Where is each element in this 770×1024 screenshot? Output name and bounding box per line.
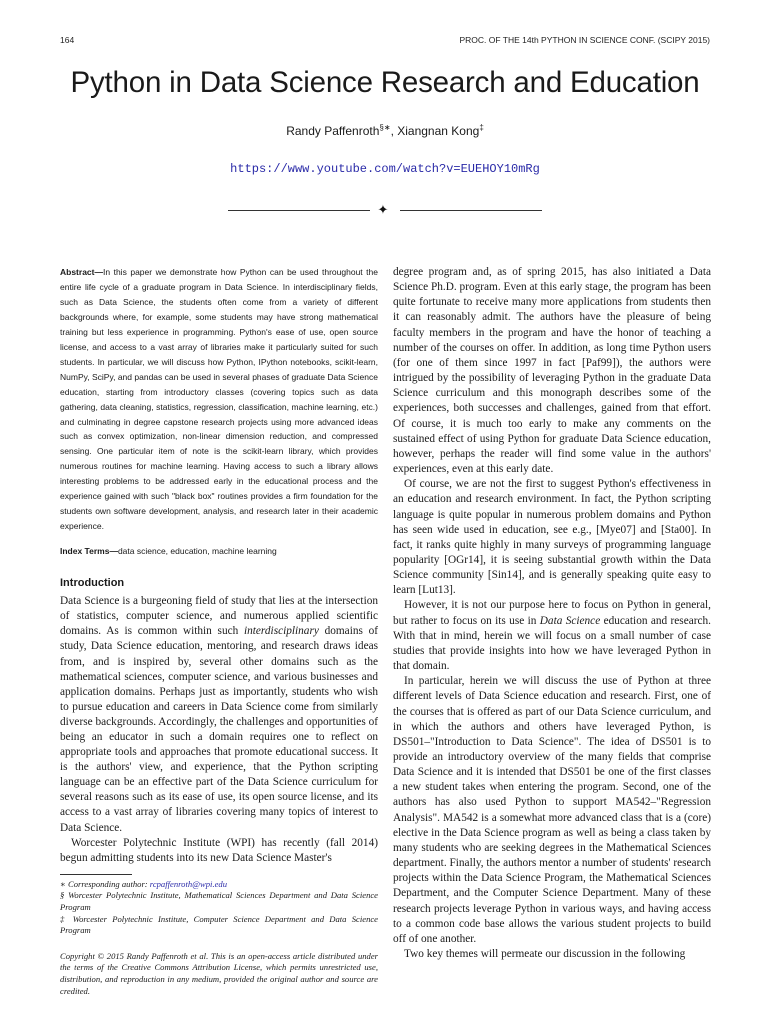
footnotes: [60, 879, 378, 937]
footnote-affiliation: ‡ Worcester Polytechnic Institute, Computer Science Department and Data Science Program: [60, 913, 378, 936]
paragraph: Of course, we are not the first to suggest Python's effectiveness in an education and research environment. In fact, the Python scripting language is quite popular in numerous problem domains and Python has seen wide used in education, see e.g., [Mye07] and [Sta00]. In fact, it ranks quite highly in many surveys of programming language popularity [OGr14], it is seeing substantial growth within the Data Science community [Sin14], and is generally speaking quite easy to learn [Lut13].: [393, 478, 711, 597]
author-affiliation-mark: ‡: [479, 123, 484, 132]
page-number: 164: [60, 35, 75, 45]
introduction-body: [60, 594, 378, 866]
footnote-rule: [60, 874, 132, 875]
paper-title: Python in Data Science Research and Education: [70, 66, 700, 99]
running-header: [60, 35, 710, 49]
footnote-label: ∗ Corresponding author:: [60, 878, 150, 889]
abstract-text: In this paper we demonstrate how Python can be used throughout the entire life cycle of a graduate program in Data Science. In interdisciplinary fields, such as Data Science, the students often come from a variety of different backgrounds where, for example, some students may have strong mathematical training but less experience in programming. Python's ease of use, open source license, and access to a vast array of libraries make it particularly suited for such students. In particular, we will discuss how Python, IPython notebooks, scikit-learn, NumPy, SciPy, and pandas can be used in several phases of graduate Data Science education, starting from introductory classes (covering topics such as data gathering, data cleaning, statistics, regression, classification, machine learning, etc.) and culminating in degree capstone research projects using more advanced ideas such as convex optimization, non-linear dimension reduction, and compressed sensing. One particular item of note is the scikit-learn library, which provides numerous routines for machine learning. Having access to such a library allows interesting problems to be addressed early in the educational process and the experience gained with such "black box" routines provides a firm foundation for the students own software development, analysis, and research later in their academic experience.: [60, 267, 378, 532]
paragraph-text: However, it is not our purpose here to focus on Python in general, but rather to focus on its use in: [393, 599, 711, 627]
emphasis-text: interdisciplinary: [243, 625, 319, 638]
author-email-link[interactable]: rcpaffenroth@wpi.edu: [149, 878, 228, 889]
paragraph: [60, 594, 378, 836]
paragraph-text: education and research. With that in mind, herein we will focus on a small number of case studies that provide insights into how we have leveraged Python in that domain.: [393, 614, 711, 673]
conference-name: PROC. OF THE 14th PYTHON IN SCIENCE CONF. (SCIPY 2015): [459, 35, 710, 45]
abstract: [60, 265, 378, 534]
left-column: [60, 265, 378, 997]
paragraph-text: domains of study, Data Science education, mentoring, and research draws ideas from, and is inspired by, several other domains such as the mathematical sciences, computer science, and various businesses and application domains. Perhaps just as importantly, students who wish to pursue education and careers in Data Science come from similarly diverse backgrounds. Accordingly, the challenges and opportunities of being an educator in such a domain requires one to reflect on appropriate tools and approaches that promote educational success. It is the authors' view, and experience, that the Python scripting language can be an effective part of the Data Science curriculum for several reasons such as its ease of use, its open source license, and its access to a vast array of libraries covering many topics of interest to Data Science.: [60, 625, 378, 834]
paragraph-text: Data Science is a burgeoning field of study that lies at the intersection of statistics, computer science, and numerous applied scientific domains. As is common within such: [60, 595, 378, 638]
author-list: [0, 124, 770, 138]
emphasis-text: Data Science: [539, 614, 601, 627]
title-divider: [0, 203, 770, 219]
divider-line-right: [400, 210, 542, 211]
video-link[interactable]: https://www.youtube.com/watch?v=EUEHOY10mRg: [230, 162, 540, 176]
right-column: [393, 265, 711, 962]
paragraph: In particular, herein we will discuss the use of Python at three different levels of Data Science education and research. First, one of the courses that is offered as part of our Data Science curriculum, and in which the authors and others have leveraged Python, is DS501–"Introduction to Data Science". The idea of DS501 is to provide an introductory overview of the many fields that comprise Data Science and it is intended that DS501 be one of the first classes a new student takes when entering the program. Second, one of the authors has also used Python to support MA542–"Regression Analysis". MA542 is a somewhat more advanced class that is a (core) elective in the Data Science program as well as being a class taken by many students who are seeking degrees in the Mathematical Sciences department. Finally, the authors mentor a number of students' research projects within the Data Science Program, the Mathematical Sciences Department, and the Computer Science Department. Many of these research projects leverage Python in various ways, and having access to a common code base allows the various student projects to build off of one another.: [393, 675, 711, 945]
paragraph: Two key themes will permeate our discussion in the following: [404, 948, 686, 961]
author-separator: ,: [390, 124, 398, 138]
abstract-label: Abstract: [60, 267, 95, 277]
index-terms-dash: —: [109, 546, 118, 557]
footnote-corresponding: [60, 879, 378, 891]
author-name: Randy Paffenroth: [286, 124, 380, 138]
paragraph: Worcester Polytechnic Institute (WPI) has recently (fall 2014) begun admitting students into its new Data Science Master's: [60, 836, 378, 864]
divider-ornament-icon: ✦: [377, 202, 389, 217]
right-column-body: [393, 265, 711, 962]
copyright-notice: Copyright © 2015 Randy Paffenroth et al. This is an open-access article distributed under the terms of the Creative Commons Attribution License, which permits unrestricted use, distribution, and reproduction in any medium, provided the original author and source are credited.: [60, 950, 378, 996]
section-heading-introduction: Introduction: [60, 577, 125, 590]
index-terms-text: data science, education, machine learning: [117, 546, 277, 557]
author-affiliation-mark: §∗: [379, 123, 391, 132]
abstract-dash: —: [94, 267, 103, 277]
index-terms: [60, 544, 378, 558]
paragraph: degree program and, as of spring 2015, has also initiated a Data Science Ph.D. program. Even at this early stage, the program has been quite fortunate to receive many more applications from students then it can reasonably admit. The authors have the pleasure of being faculty members in the program and have the honor of teaching a number of the courses on offer. In addition, as long time Python users (for one of them since 1997 in fact [Paf99]), the authors were intrigued by the possibility of leveraging Python in the graduate Data Science curriculum and this monograph describes some of the experiences, both successes and challenges, gained from that effort. Of course, it is much too early to make any comments on the sustained effect of using Python for graduate Data Science education, however, perhaps the reader will find some value in the authors' experiences, even at this early date.: [393, 266, 711, 476]
index-terms-label: Index Terms: [60, 546, 110, 557]
footnote-affiliation: § Worcester Polytechnic Institute, Mathematical Sciences Department and Data Science Program: [60, 890, 378, 913]
divider-line-left: [228, 210, 370, 211]
author-name: Xiangnan Kong: [397, 124, 480, 138]
paragraph: [393, 598, 711, 674]
